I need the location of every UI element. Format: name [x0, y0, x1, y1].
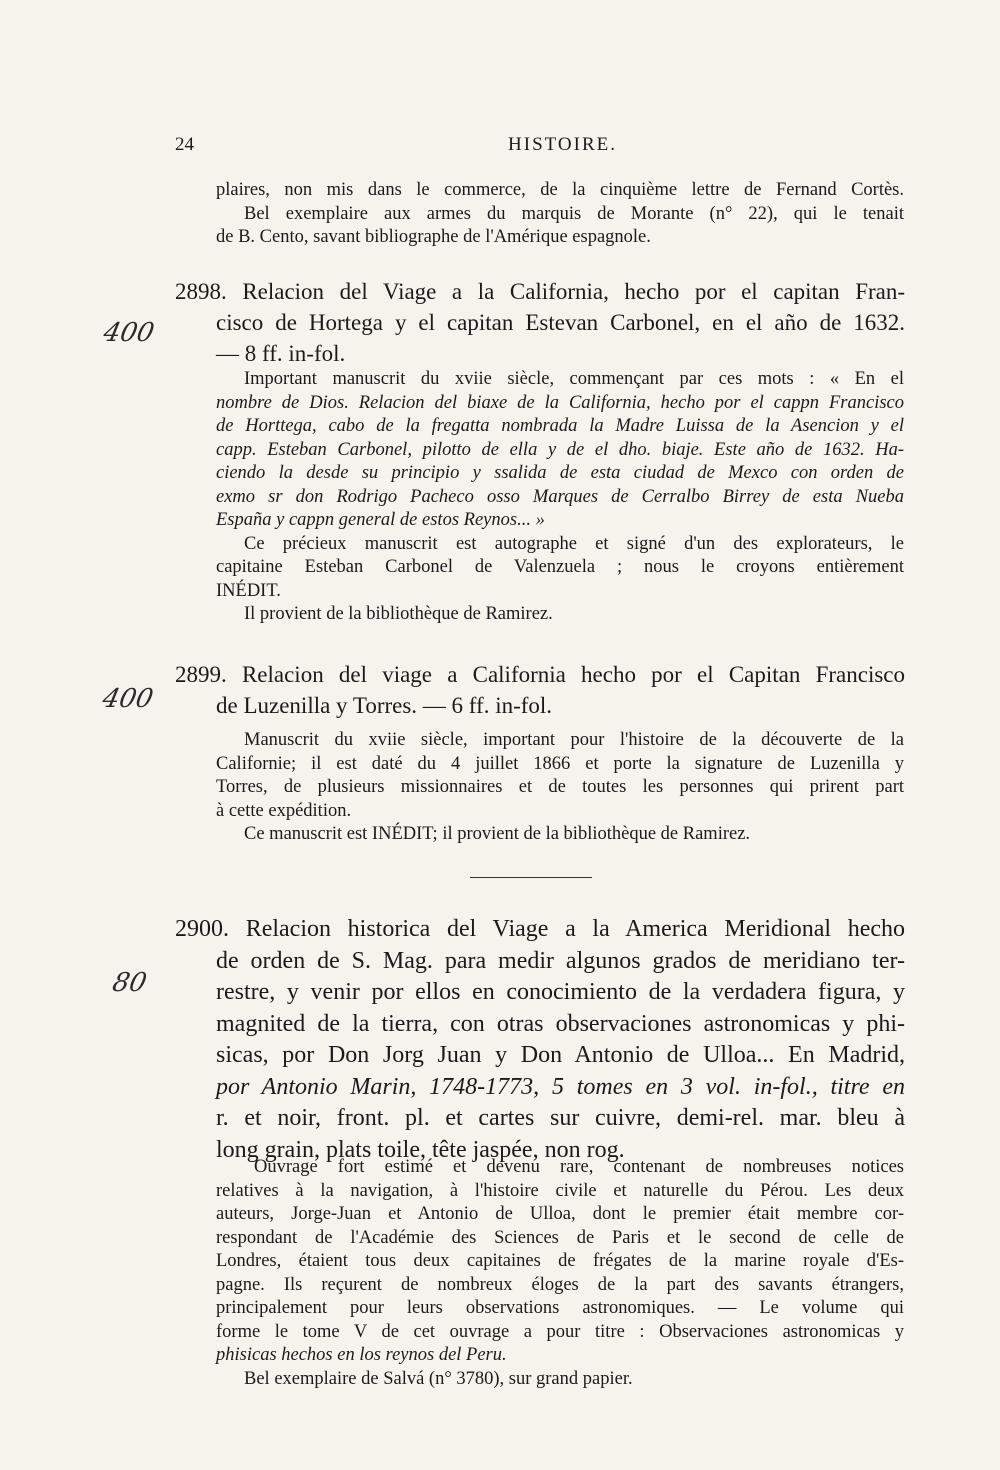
- text-line: INÉDIT.: [216, 580, 281, 601]
- text-line: de B. Cento, savant bibliographe de l'Amérique espagnole.: [216, 227, 651, 247]
- text-line: de Horttega, cabo de la fregatta nombrada la Madre Luissa de la Asencion y el: [216, 416, 904, 436]
- text-line: Il provient de la bibliothèque de Ramirez.: [244, 604, 553, 624]
- text-line: Important manuscrit du xviie siècle, commençant par ces mots : « En el: [244, 369, 904, 389]
- title-line: sicas, por Don Jorg Juan y Don Antonio de Ulloa... En Madrid,: [216, 1042, 905, 1068]
- text-line: Manuscrit du xviie siècle, important pour l'histoire de la découverte de la: [244, 730, 904, 750]
- entry-2899-title: [175, 659, 905, 721]
- entry-2900-description: [216, 1156, 904, 1391]
- text-line: nombre de Dios. Relacion del biaxe de la California, hecho por el cappn Francisco: [216, 392, 904, 413]
- title-text: Relacion historica del Viage a la America Meridional hecho: [245, 916, 906, 942]
- section-divider: [470, 877, 592, 878]
- text-line: exmo sr don Rodrigo Pacheco osso Marques de Cerralbo Birrey de esta Nueba: [216, 486, 904, 507]
- text-line: à cette expédition.: [216, 800, 352, 821]
- page-header: [175, 134, 910, 160]
- title-line: de orden de S. Mag. para medir algunos grados de meridiano ter-: [216, 947, 905, 974]
- text-line: capitaine Esteban Carbonel de Valenzuela ; nous le croyons entièrement: [216, 557, 904, 577]
- text-line: phisicas hechos en los reynos del Peru.: [216, 1345, 507, 1365]
- text-line: Londres, étaient tous deux capitaines de frégates de la marine royale d'Es-: [216, 1251, 904, 1271]
- text-line: Bel exemplaire de Salvá (n° 3780), sur grand papier.: [244, 1368, 633, 1389]
- entry-2898-description: [216, 368, 904, 627]
- text-line: forme le tome V de cet ouvrage a pour titre : Observaciones astronomicas y: [216, 1321, 904, 1342]
- handwritten-price-note: 400: [99, 684, 156, 714]
- title-line: long grain, plats toile, tête jaspée, non rog.: [216, 1136, 625, 1163]
- text-line: capp. Esteban Carbonel, pilotto de ella y de el dho. biaje. Este año de 1632. Ha-: [216, 439, 904, 460]
- text-line: auteurs, Jorge-Juan et Antonio de Ulloa, dont le premier était membre cor-: [216, 1204, 904, 1224]
- entry-2899-description: [216, 729, 904, 847]
- title-line: — 8 ff. in-fol.: [216, 341, 346, 366]
- entry-number: 2900.: [175, 916, 229, 942]
- text-line: pagne. Ils reçurent de nombreux éloges de la part des savants étrangers,: [216, 1274, 904, 1295]
- text-line: principalement pour leurs observations astronomiques. — Le volume qui: [216, 1298, 904, 1318]
- handwritten-price-note: 80: [109, 968, 150, 998]
- title-line: cisco de Hortega y el capitan Estevan Carbonel, en el año de 1632.: [216, 310, 905, 335]
- running-title: HISTOIRE.: [508, 134, 617, 155]
- title-text: Relacion del viage a California hecho por el Capitan Francisco: [241, 662, 905, 687]
- title-text: Relacion del Viage a la California, hecho por el capitan Fran-: [242, 279, 906, 304]
- title-line: [175, 276, 905, 307]
- page-number: 24: [175, 134, 194, 155]
- title-line: restre, y venir por ellos en conocimiento de la verdadera figura, y: [216, 979, 905, 1005]
- title-line: [175, 914, 905, 946]
- title-line: r. et noir, front. pl. et cartes sur cuivre, demi-rel. mar. bleu à: [216, 1105, 905, 1131]
- entry-2900-title: [175, 914, 905, 1166]
- text-line: Bel exemplaire aux armes du marquis de Morante (n° 22), qui le tenait: [244, 203, 904, 224]
- continuation-paragraph: [216, 179, 904, 250]
- text-line: respondant de l'Académie des Sciences de Paris et le second de celle de: [216, 1227, 904, 1248]
- title-line: de Luzenilla y Torres. — 6 ff. in-fol.: [216, 693, 553, 718]
- title-line: por Antonio Marin, 1748-1773, 5 tomes en 3 vol. in-fol., titre en: [216, 1073, 905, 1100]
- text-line: Torres, de plusieurs missionnaires et de toutes les personnes qui prirent part: [216, 777, 904, 797]
- entry-number: 2898.: [175, 279, 227, 304]
- text-line: Ce manuscrit est INÉDIT; il provient de la bibliothèque de Ramirez.: [244, 824, 751, 844]
- text-line: Ouvrage fort estimé et devenu rare, contenant de nombreuses notices: [254, 1157, 904, 1177]
- title-line: [175, 659, 905, 690]
- text-line: relatives à la navigation, à l'histoire civile et naturelle du Pérou. Les deux: [216, 1180, 904, 1201]
- entry-2898-title: [175, 276, 905, 369]
- title-line: magnited de la tierra, con otras observaciones astronomicas y phi-: [216, 1010, 905, 1037]
- text-line: plaires, non mis dans le commerce, de la cinquième lettre de Fernand Cortès.: [216, 180, 904, 200]
- handwritten-price-note: 400: [100, 318, 157, 348]
- text-line: España y cappn general de estos Reynos... »: [216, 510, 545, 530]
- text-line: Californie; il est daté du 4 juillet 1866 et porte la signature de Luzenilla y: [216, 753, 904, 774]
- entry-number: 2899.: [175, 662, 227, 687]
- text-line: ciendo la desde su principio y ssalida de esta ciudad de Mexco con orden de: [216, 463, 904, 483]
- text-line: Ce précieux manuscrit est autographe et signé d'un des explorateurs, le: [244, 533, 904, 554]
